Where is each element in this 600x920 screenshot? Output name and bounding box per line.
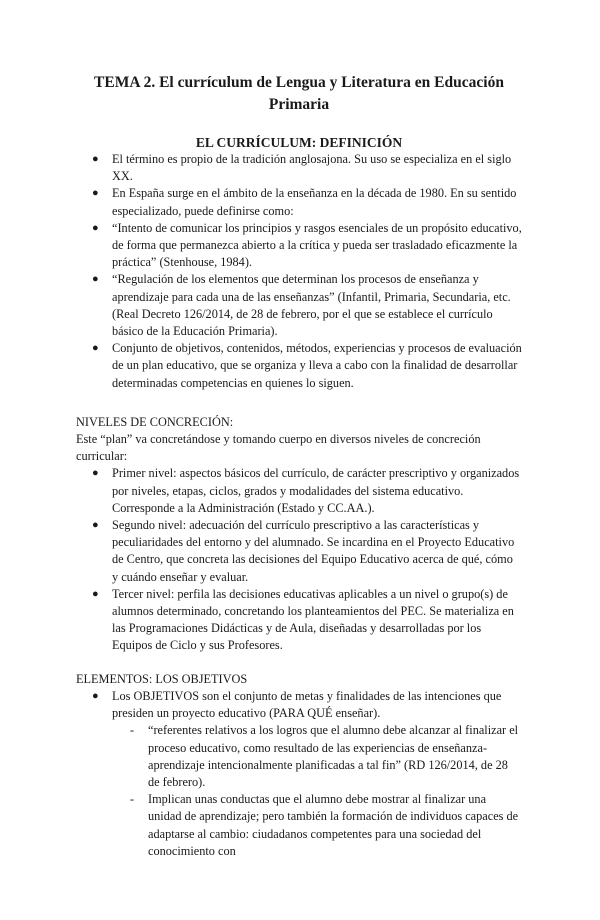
bullet-icon: ●	[92, 689, 99, 702]
curriculum-definition-list	[76, 151, 522, 392]
list-item-text: Segundo nivel: adecuación del currículo prescriptivo a las características y peculiaridades del entorno y del alumnado. Se incardina en el Proyecto Educativo de Centro, que concreta las decisiones del Equipo Educativo acerca de qué, cómo y cuándo enseñar y evaluar.	[112, 518, 515, 584]
dash-marker: -	[130, 792, 135, 807]
list-item	[76, 151, 522, 185]
list-item	[76, 340, 522, 392]
section-heading-niveles: NIVELES DE CONCRECIÓN:	[76, 414, 234, 429]
bullet-icon: ●	[92, 587, 99, 600]
sublist-item-text: Implican unas conductas que el alumno debe mostrar al finalizar una unidad de aprendizaje; pero también la formación de individuos capaces de adaptarse al cambio: ciudadanos competentes para una sociedad del conocimiento con	[148, 792, 519, 858]
niveles-intro: Este “plan” va concretándose y tomando cuerpo en diversos niveles de concreción curricular:	[76, 432, 481, 464]
list-item-text: Los OBJETIVOS son el conjunto de metas y finalidades de las intenciones que presiden un proyecto educativo (PARA QUÉ enseñar).	[112, 688, 502, 721]
list-item	[76, 465, 522, 517]
list-item-text: Conjunto de objetivos, contenidos, métodos, experiencias y procesos de evaluación de un plan educativo, que se organiza y lleva a cabo con la finalidad de desarrollar determinadas competencias en quienes lo siguen.	[112, 341, 522, 390]
objetivos-list	[76, 688, 522, 860]
list-item-text: Tercer nivel: perfila las decisiones educativas aplicables a un nivel o grupo(s) de alumnos determinado, concretando los planteamientos del PEC. Se materializa en las Programaciones Didácticas y de Aula, diseñadas y desarrolladas por los Equipos de Ciclo y sus Profesores.	[112, 586, 514, 653]
section-heading-curriculum: EL CURRÍCULUM: DEFINICIÓN	[195, 135, 403, 150]
bullet-icon: ●	[92, 273, 99, 286]
document-page	[0, 72, 600, 920]
niveles-list	[76, 465, 522, 654]
list-item	[76, 586, 522, 655]
bullet-icon: ●	[92, 153, 99, 165]
sublist-item	[76, 722, 522, 791]
section-heading-objetivos: ELEMENTOS: LOS OBJETIVOS	[76, 671, 248, 686]
list-item-text: El término es propio de la tradición anglosajona. Su uso se especializa en el siglo XX.	[112, 152, 512, 184]
dash-marker: -	[130, 723, 135, 738]
list-item-text: Primer nivel: aspectos básicos del currículo, de carácter prescriptivo y organizados por niveles, etapas, ciclos, grados y modalidades del sistema educativo. Corresponde a la Administración (Estado y CC.AA.).	[112, 466, 520, 515]
bullet-icon: ●	[92, 519, 99, 532]
list-item-text: En España surge en el ámbito de la enseñanza en la década de 1980. En su sentido especializado, puede definirse como:	[112, 186, 517, 218]
list-item-text: “Regulación de los elementos que determinan los procesos de enseñanza y aprendizaje para cada una de las enseñanzas” (Infantil, Primaria, Secundaria, etc. (Real Decreto 126/2014, de 28 de febrero, por el que se establece el currículo básico de la Educación Primaria).	[112, 272, 511, 339]
list-item	[76, 517, 522, 586]
list-item	[76, 220, 522, 272]
bullet-icon: ●	[92, 187, 99, 200]
list-item	[76, 688, 522, 860]
bullet-icon: ●	[92, 342, 99, 355]
sublist-item	[76, 791, 522, 860]
list-item	[76, 271, 522, 340]
objetivos-sublist	[76, 722, 522, 860]
bullet-icon: ●	[92, 221, 99, 234]
list-item	[76, 185, 522, 219]
list-item-text: “Intento de comunicar los principios y rasgos esenciales de un propósito educativo, de forma que permanezca abierto a la crítica y pueda ser trasladado eficazmente la práctica” (Stenhouse, 1984).	[112, 220, 522, 270]
bullet-icon: ●	[92, 467, 99, 480]
document-title: TEMA 2. El currículum de Lengua y Literatura en Educación Primaria	[94, 74, 504, 113]
sublist-item-text: “referentes relativos a los logros que el alumno debe alcanzar al finalizar el proceso educativo, como resultado de las experiencias de enseñanza-aprendizaje intencionalmente planificadas a tal fin” (RD 126/2014, de 28 de febrero).	[148, 723, 519, 789]
